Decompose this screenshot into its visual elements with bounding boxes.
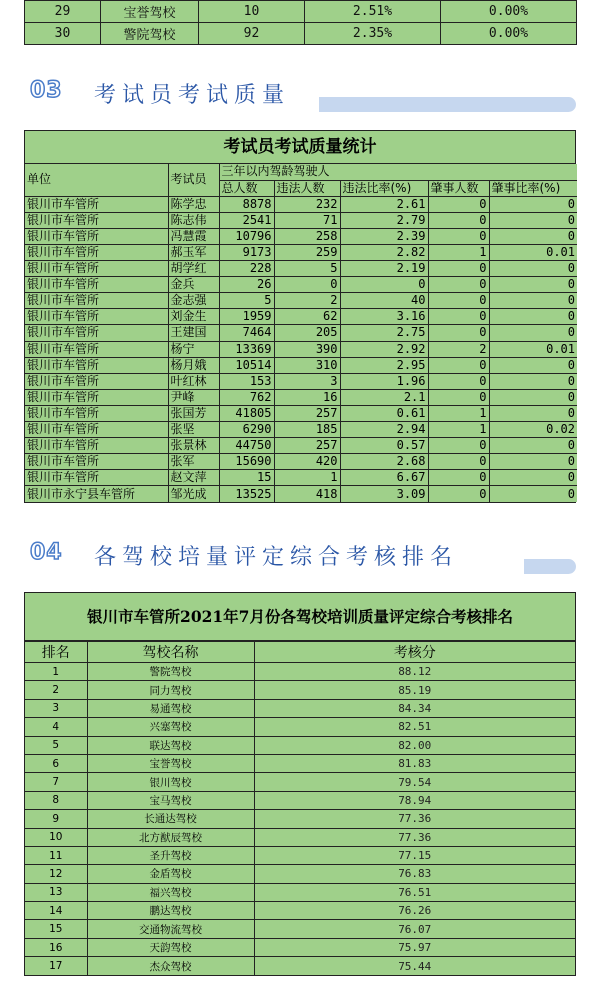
table-row	[25, 212, 577, 228]
table-row	[25, 357, 577, 373]
table-row	[25, 865, 575, 883]
violation-rate-cell: 3.16	[340, 309, 428, 325]
school-name-cell: 同力驾校	[87, 681, 254, 699]
violation-rate-cell: 40	[340, 293, 428, 309]
violation-rate-cell: 2.75	[340, 325, 428, 341]
header-rank: 排名	[25, 642, 87, 663]
score-cell: 75.44	[254, 957, 575, 975]
examiner-quality-table	[24, 130, 576, 503]
rank-cell: 6	[25, 754, 87, 772]
examiner-cell: 陈学忠	[168, 196, 219, 212]
examiner-cell: 赵文萍	[168, 470, 219, 486]
violations-cell: 2	[274, 293, 340, 309]
accidents-cell: 0	[428, 309, 489, 325]
total-cell: 5	[219, 293, 274, 309]
unit-cell: 银川市车管所	[25, 196, 168, 212]
table-row	[25, 389, 577, 405]
accidents-cell: 0	[428, 277, 489, 293]
score-cell: 75.97	[254, 938, 575, 956]
table-row	[25, 470, 577, 486]
table-title: 银川市车管所2021年7月份各驾校培训质量评定综合考核排名	[25, 593, 575, 641]
violation-rate-cell: 0.57	[340, 438, 428, 454]
rate-cell: 2.35%	[305, 23, 441, 45]
examiner-cell: 胡学红	[168, 261, 219, 277]
unit-cell: 银川市车管所	[25, 293, 168, 309]
section-number: 03	[30, 78, 63, 103]
accidents-cell: 0	[428, 438, 489, 454]
school-name-cell: 北方猷辰驾校	[87, 828, 254, 846]
accident-rate-cell: 0	[489, 357, 577, 373]
table-row	[25, 228, 577, 244]
school-name-cell: 警院驾校	[101, 23, 199, 45]
score-cell: 85.19	[254, 681, 575, 699]
accident-rate-cell: 0	[489, 389, 577, 405]
school-name-cell: 长通达驾校	[87, 810, 254, 828]
school-name-cell: 宝誉驾校	[101, 1, 199, 23]
table-row	[25, 791, 575, 809]
table-row	[25, 261, 577, 277]
violation-rate-cell: 2.19	[340, 261, 428, 277]
accidents-cell: 0	[428, 196, 489, 212]
accidents-cell: 1	[428, 405, 489, 421]
school-name-cell: 宝马驾校	[87, 791, 254, 809]
unit-cell: 银川市车管所	[25, 277, 168, 293]
unit-cell: 银川市车管所	[25, 470, 168, 486]
examiner-cell: 金志强	[168, 293, 219, 309]
rank-cell: 2	[25, 681, 87, 699]
table-row	[25, 828, 575, 846]
accident-rate-cell: 0.01	[489, 244, 577, 260]
count-cell: 10	[199, 1, 305, 23]
rank-cell: 16	[25, 938, 87, 956]
other-rate-cell: 0.00%	[441, 23, 577, 45]
table-row	[25, 754, 575, 772]
table-row	[25, 277, 577, 293]
rank-cell: 11	[25, 846, 87, 864]
violation-rate-cell: 2.92	[340, 341, 428, 357]
accidents-cell: 0	[428, 454, 489, 470]
school-name-cell: 福兴驾校	[87, 883, 254, 901]
total-cell: 15690	[219, 454, 274, 470]
rank-cell: 17	[25, 957, 87, 975]
accidents-cell: 1	[428, 422, 489, 438]
total-cell: 26	[219, 277, 274, 293]
total-cell: 10796	[219, 228, 274, 244]
unit-cell: 银川市车管所	[25, 357, 168, 373]
rank-cell: 3	[25, 699, 87, 717]
section-header-04	[24, 532, 576, 576]
rank-cell: 30	[25, 23, 101, 45]
violations-cell: 418	[274, 486, 340, 502]
total-cell: 10514	[219, 357, 274, 373]
school-ranking-table	[24, 592, 576, 976]
score-cell: 76.26	[254, 902, 575, 920]
examiner-cell: 张景林	[168, 438, 219, 454]
table-row	[25, 883, 575, 901]
header-score: 考核分	[254, 642, 575, 663]
accident-rate-cell: 0	[489, 293, 577, 309]
score-cell: 88.12	[254, 663, 575, 681]
violation-rate-cell: 6.67	[340, 470, 428, 486]
unit-cell: 银川市车管所	[25, 373, 168, 389]
school-name-cell: 杰众驾校	[87, 957, 254, 975]
examiner-cell: 张国芳	[168, 405, 219, 421]
score-cell: 84.34	[254, 699, 575, 717]
unit-cell: 银川市车管所	[25, 389, 168, 405]
accident-rate-cell: 0	[489, 228, 577, 244]
section-number: 04	[30, 540, 63, 565]
school-name-cell: 易通驾校	[87, 699, 254, 717]
unit-cell: 银川市车管所	[25, 261, 168, 277]
table-row	[25, 244, 577, 260]
header-group: 三年以内驾龄驾驶人	[219, 164, 577, 180]
section-title: 考试员考试质量	[94, 83, 291, 108]
accident-rate-cell: 0	[489, 373, 577, 389]
score-cell: 78.94	[254, 791, 575, 809]
violation-rate-cell: 0.61	[340, 405, 428, 421]
table-row	[25, 920, 575, 938]
total-cell: 9173	[219, 244, 274, 260]
school-name-cell: 交通物流驾校	[87, 920, 254, 938]
score-cell: 76.07	[254, 920, 575, 938]
rank-cell: 7	[25, 773, 87, 791]
table-row	[25, 309, 577, 325]
table-row	[25, 902, 575, 920]
violation-rate-cell: 1.96	[340, 373, 428, 389]
examiner-cell: 尹峰	[168, 389, 219, 405]
header-school: 驾校名称	[87, 642, 254, 663]
examiner-table	[25, 164, 577, 502]
violations-cell: 258	[274, 228, 340, 244]
total-cell: 15	[219, 470, 274, 486]
table-row	[25, 325, 577, 341]
total-cell: 13369	[219, 341, 274, 357]
violation-rate-cell: 2.1	[340, 389, 428, 405]
accident-rate-cell: 0	[489, 470, 577, 486]
header-examiner: 考试员	[168, 164, 219, 196]
school-name-cell: 联达驾校	[87, 736, 254, 754]
accident-rate-cell: 0	[489, 438, 577, 454]
examiner-cell: 冯慧霞	[168, 228, 219, 244]
header-violations: 违法人数	[274, 180, 340, 196]
violations-cell: 1	[274, 470, 340, 486]
violation-rate-cell: 2.95	[340, 357, 428, 373]
total-cell: 228	[219, 261, 274, 277]
accidents-cell: 0	[428, 486, 489, 502]
unit-cell: 银川市车管所	[25, 341, 168, 357]
violations-cell: 0	[274, 277, 340, 293]
accident-rate-cell: 0	[489, 212, 577, 228]
table-row	[25, 373, 577, 389]
header-accidents: 肇事人数	[428, 180, 489, 196]
rank-cell: 5	[25, 736, 87, 754]
total-cell: 44750	[219, 438, 274, 454]
examiner-cell: 金兵	[168, 277, 219, 293]
table-row	[25, 957, 575, 975]
accident-rate-cell: 0.01	[489, 341, 577, 357]
violation-rate-cell: 2.61	[340, 196, 428, 212]
header-unit: 单位	[25, 164, 168, 196]
violations-cell: 71	[274, 212, 340, 228]
accidents-cell: 0	[428, 325, 489, 341]
unit-cell: 银川市车管所	[25, 228, 168, 244]
violations-cell: 16	[274, 389, 340, 405]
total-cell: 1959	[219, 309, 274, 325]
accidents-cell: 0	[428, 389, 489, 405]
school-name-cell: 圣升驾校	[87, 846, 254, 864]
rank-cell: 29	[25, 1, 101, 23]
rank-cell: 14	[25, 902, 87, 920]
violations-cell: 259	[274, 244, 340, 260]
unit-cell: 银川市车管所	[25, 212, 168, 228]
rank-cell: 1	[25, 663, 87, 681]
violation-rate-cell: 2.39	[340, 228, 428, 244]
accidents-cell: 0	[428, 373, 489, 389]
unit-cell: 银川市车管所	[25, 325, 168, 341]
violations-cell: 185	[274, 422, 340, 438]
table-row	[25, 810, 575, 828]
school-name-cell: 银川驾校	[87, 773, 254, 791]
accident-rate-cell: 0	[489, 325, 577, 341]
unit-cell: 银川市车管所	[25, 422, 168, 438]
table-row	[25, 23, 577, 45]
unit-cell: 银川市车管所	[25, 244, 168, 260]
header-violation-rate: 违法比率(%)	[340, 180, 428, 196]
table-row	[25, 454, 577, 470]
score-cell: 77.36	[254, 828, 575, 846]
unit-cell: 银川市车管所	[25, 454, 168, 470]
unit-cell: 银川市永宁县车管所	[25, 486, 168, 502]
violations-cell: 257	[274, 438, 340, 454]
total-cell: 41805	[219, 405, 274, 421]
total-cell: 2541	[219, 212, 274, 228]
school-name-cell: 宝誉驾校	[87, 754, 254, 772]
rank-cell: 15	[25, 920, 87, 938]
rate-cell: 2.51%	[305, 1, 441, 23]
table-title: 考试员考试质量统计	[25, 131, 575, 164]
score-cell: 77.36	[254, 810, 575, 828]
top-ranking-table	[24, 0, 577, 45]
total-cell: 13525	[219, 486, 274, 502]
total-cell: 6290	[219, 422, 274, 438]
table-row	[25, 405, 577, 421]
table-row	[25, 1, 577, 23]
table-row	[25, 486, 577, 502]
examiner-cell: 王建国	[168, 325, 219, 341]
accidents-cell: 0	[428, 212, 489, 228]
accident-rate-cell: 0	[489, 486, 577, 502]
section-decor-bar	[274, 97, 576, 112]
table-row	[25, 718, 575, 736]
table-row	[25, 773, 575, 791]
table-row	[25, 293, 577, 309]
accidents-cell: 1	[428, 244, 489, 260]
violation-rate-cell: 3.09	[340, 486, 428, 502]
violations-cell: 257	[274, 405, 340, 421]
total-cell: 762	[219, 389, 274, 405]
violation-rate-cell: 2.68	[340, 454, 428, 470]
accident-rate-cell: 0	[489, 196, 577, 212]
total-cell: 8878	[219, 196, 274, 212]
header-total: 总人数	[219, 180, 274, 196]
score-cell: 82.00	[254, 736, 575, 754]
table-row	[25, 736, 575, 754]
examiner-cell: 杨宁	[168, 341, 219, 357]
violation-rate-cell: 0	[340, 277, 428, 293]
rank-cell: 4	[25, 718, 87, 736]
accidents-cell: 0	[428, 470, 489, 486]
violations-cell: 62	[274, 309, 340, 325]
accidents-cell: 2	[428, 341, 489, 357]
examiner-cell: 杨月娥	[168, 357, 219, 373]
accidents-cell: 0	[428, 293, 489, 309]
violation-rate-cell: 2.82	[340, 244, 428, 260]
table-row	[25, 699, 575, 717]
examiner-cell: 郝玉军	[168, 244, 219, 260]
header-accident-rate: 肇事比率(%)	[489, 180, 577, 196]
table-row	[25, 438, 577, 454]
accident-rate-cell: 0	[489, 277, 577, 293]
table-row	[25, 846, 575, 864]
section-header-03	[24, 70, 576, 114]
examiner-cell: 邹光成	[168, 486, 219, 502]
accident-rate-cell: 0	[489, 309, 577, 325]
rank-cell: 10	[25, 828, 87, 846]
score-cell: 77.15	[254, 846, 575, 864]
rank-cell: 9	[25, 810, 87, 828]
accidents-cell: 0	[428, 357, 489, 373]
school-name-cell: 鹏达驾校	[87, 902, 254, 920]
violation-rate-cell: 2.94	[340, 422, 428, 438]
violations-cell: 390	[274, 341, 340, 357]
table-row	[25, 663, 575, 681]
score-cell: 79.54	[254, 773, 575, 791]
score-cell: 76.51	[254, 883, 575, 901]
school-name-cell: 金盾驾校	[87, 865, 254, 883]
violations-cell: 310	[274, 357, 340, 373]
accidents-cell: 0	[428, 228, 489, 244]
rank-cell: 8	[25, 791, 87, 809]
school-name-cell: 天韵驾校	[87, 938, 254, 956]
unit-cell: 银川市车管所	[25, 438, 168, 454]
ranking-table	[25, 641, 575, 975]
accident-rate-cell: 0	[489, 454, 577, 470]
table-row	[25, 938, 575, 956]
violations-cell: 5	[274, 261, 340, 277]
violations-cell: 420	[274, 454, 340, 470]
accident-rate-cell: 0	[489, 405, 577, 421]
examiner-cell: 陈志伟	[168, 212, 219, 228]
violation-rate-cell: 2.79	[340, 212, 428, 228]
examiner-cell: 张坚	[168, 422, 219, 438]
examiner-cell: 叶红林	[168, 373, 219, 389]
other-rate-cell: 0.00%	[441, 1, 577, 23]
table-row	[25, 196, 577, 212]
count-cell: 92	[199, 23, 305, 45]
rank-cell: 12	[25, 865, 87, 883]
violations-cell: 205	[274, 325, 340, 341]
school-name-cell: 兴塞驾校	[87, 718, 254, 736]
score-cell: 82.51	[254, 718, 575, 736]
score-cell: 76.83	[254, 865, 575, 883]
score-cell: 81.83	[254, 754, 575, 772]
school-name-cell: 警院驾校	[87, 663, 254, 681]
rank-cell: 13	[25, 883, 87, 901]
table-row	[25, 422, 577, 438]
examiner-cell: 张军	[168, 454, 219, 470]
violations-cell: 232	[274, 196, 340, 212]
violations-cell: 3	[274, 373, 340, 389]
total-cell: 7464	[219, 325, 274, 341]
unit-cell: 银川市车管所	[25, 405, 168, 421]
total-cell: 153	[219, 373, 274, 389]
table-row	[25, 681, 575, 699]
accident-rate-cell: 0	[489, 261, 577, 277]
section-title: 各驾校培量评定综合考核排名	[94, 545, 459, 570]
accidents-cell: 0	[428, 261, 489, 277]
table-row	[25, 341, 577, 357]
examiner-cell: 刘金生	[168, 309, 219, 325]
unit-cell: 银川市车管所	[25, 309, 168, 325]
accident-rate-cell: 0.02	[489, 422, 577, 438]
